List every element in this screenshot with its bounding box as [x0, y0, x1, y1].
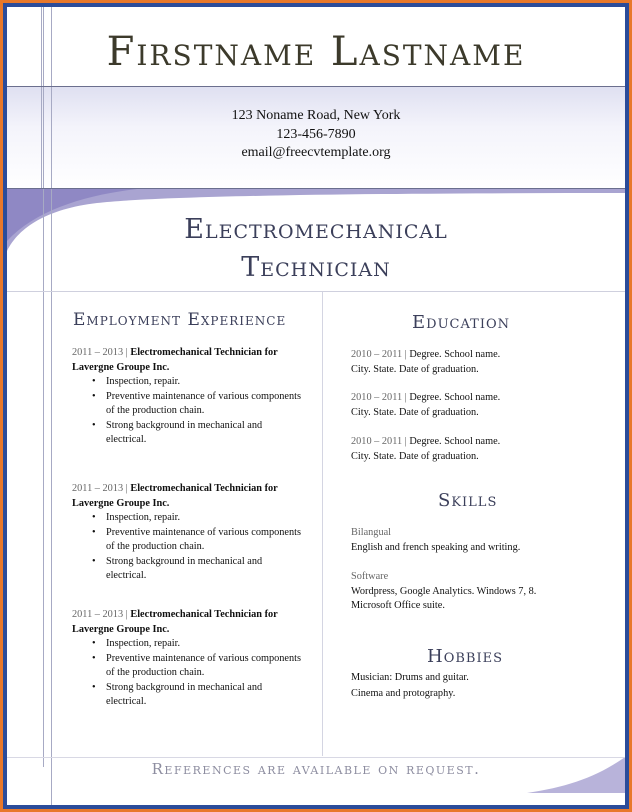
skill-text: English and french speaking and writing.: [351, 541, 521, 553]
employment-entry: [72, 608, 322, 710]
duty-list: [72, 637, 322, 710]
duty-item: • Preventive maintenance of various components: [106, 526, 322, 541]
education-entry: [351, 391, 611, 420]
column-divider: [322, 291, 323, 756]
employment-heading: Employment Experience: [73, 310, 287, 330]
hobbies-heading: Hobbies: [427, 646, 503, 667]
skills-heading: Skills: [438, 490, 498, 511]
hobby-line: Cinema and protography.: [351, 687, 456, 699]
education-entry: [351, 435, 611, 464]
education-entry-line: 2010 – 2011 | Degree. School name.: [351, 436, 501, 447]
employment-entry-title: 2011 – 2013 | Electromechanical Technician for: [72, 483, 278, 494]
skill-entry: [351, 526, 611, 555]
duty-item: • Preventive maintenance of various components: [106, 652, 322, 667]
education-entry-line: 2010 – 2011 | Degree. School name.: [351, 392, 501, 403]
resume-page: [7, 7, 625, 805]
company: Lavergne Groupe Inc.: [72, 361, 170, 373]
employment-entry-title: 2011 – 2013 | Electromechanical Technician for: [72, 609, 278, 620]
job-title-line-1: Electromechanical: [184, 214, 448, 245]
duty-item: • Strong background in mechanical and: [106, 681, 322, 696]
employment-entry: [72, 346, 322, 448]
page-frame: [3, 3, 629, 809]
education-place: City. State. Date of graduation.: [351, 363, 479, 375]
employment-entry: [72, 482, 322, 584]
duty-item-continued: electrical.: [106, 696, 147, 707]
duty-item-continued: electrical.: [106, 570, 147, 581]
skill-text: Microsoft Office suite.: [351, 600, 445, 611]
duty-item-continued: electrical.: [106, 434, 147, 445]
education-place: City. State. Date of graduation.: [351, 406, 479, 418]
address: 123 Noname Road, New York: [231, 108, 401, 123]
skill-label: Bilangual: [351, 527, 392, 538]
duty-list: [72, 375, 322, 448]
duty-item: • Inspection, repair.: [106, 637, 322, 652]
contact-block: [7, 107, 625, 163]
duty-item: • Inspection, repair.: [106, 511, 322, 526]
duty-item-continued: of the production chain.: [106, 667, 205, 678]
education-place: City. State. Date of graduation.: [351, 450, 479, 462]
duty-item: • Strong background in mechanical and: [106, 555, 322, 570]
company: Lavergne Groupe Inc.: [72, 497, 170, 509]
duty-item-continued: of the production chain.: [106, 405, 205, 416]
hobbies-entry: [351, 670, 611, 701]
duty-list: [72, 511, 322, 584]
header-rule-bottom: [7, 188, 625, 189]
job-title: [7, 211, 625, 287]
education-entry: [351, 348, 611, 377]
duty-item: • Preventive maintenance of various components: [106, 390, 322, 405]
candidate-name: Firstname Lastname: [106, 29, 526, 75]
job-title-line-2: Technician: [241, 252, 391, 283]
education-entry-line: 2010 – 2011 | Degree. School name.: [351, 349, 501, 360]
skill-entry: [351, 570, 611, 614]
duty-item: • Inspection, repair.: [106, 375, 322, 390]
education-heading: Education: [412, 312, 510, 333]
references-note: References are available on request.: [151, 760, 481, 778]
title-rule: [7, 291, 625, 292]
email: email@freecvtemplate.org: [241, 145, 391, 160]
hobby-line: Musician: Drums and guitar.: [351, 672, 469, 683]
company: Lavergne Groupe Inc.: [72, 623, 170, 635]
duty-item: • Strong background in mechanical and: [106, 419, 322, 434]
employment-entry-title: 2011 – 2013 | Electromechanical Technician for: [72, 347, 278, 358]
phone: 123-456-7890: [276, 126, 356, 142]
footer-rule: [7, 757, 625, 758]
header-rule-top: [7, 86, 625, 87]
skill-text: Wordpress, Google Analytics. Windows 7, 8.: [351, 585, 537, 597]
duty-item-continued: of the production chain.: [106, 541, 205, 552]
skill-label: Software: [351, 571, 389, 582]
